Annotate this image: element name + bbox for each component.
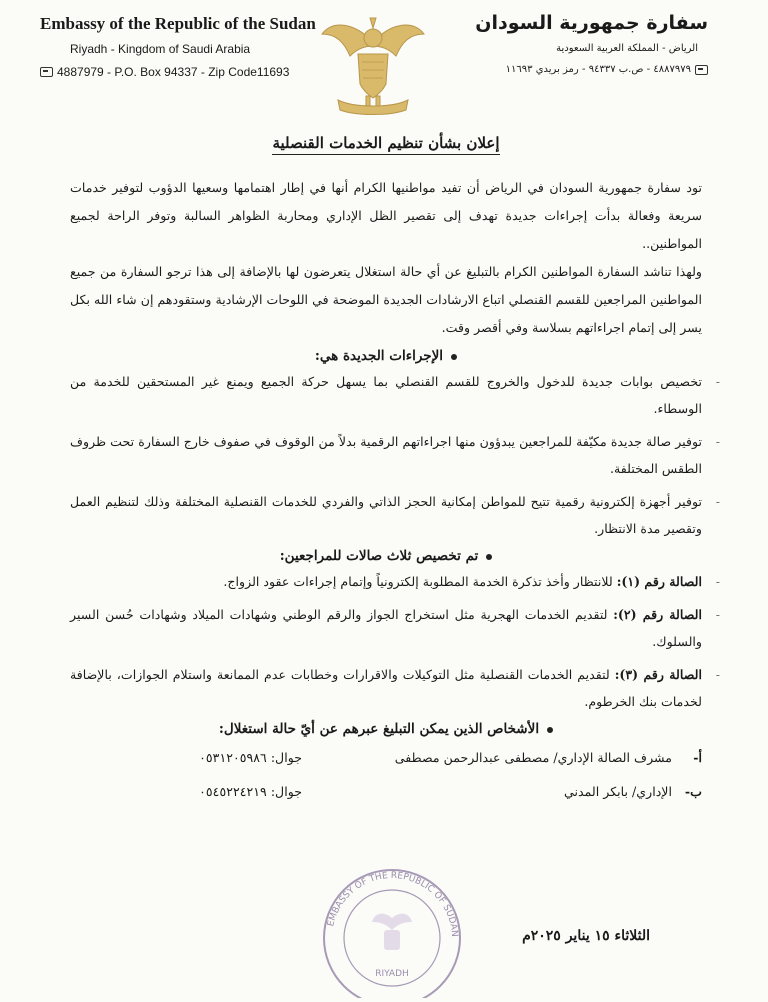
dash-icon: - — [715, 434, 720, 449]
location-en: Riyadh - Kingdom of Saudi Arabia — [70, 42, 251, 56]
phone-number: جوال: ٠٥٤٥٢٢٤٢١٩ — [199, 784, 302, 799]
bullet-icon — [451, 354, 457, 360]
bullet-icon — [486, 554, 492, 560]
procedure-item: - تخصيص بوابات جديدة للدخول والخروج للقسم القنصلي بما يسهل حركة الجميع ويمنع غير المستحقين للخدمة من الوسطاء. — [70, 368, 702, 422]
telephone-icon — [695, 65, 708, 75]
sudan-emblem-icon — [314, 12, 432, 122]
phone-number: جوال: ٠٥٣١٢٠٥٩٨٦ — [199, 750, 302, 765]
contact-en: 4887979 - P.O. Box 94337 - Zip Code11693 — [40, 65, 300, 79]
letter-date: الثلاثاء ١٥ يناير ٢٠٢٥م — [522, 928, 650, 944]
contact-person: أ- مشرف الصالة الإداري/ مصطفى عبدالرحمن مصطفى جوال: ٠٥٣١٢٠٥٩٨٦ — [70, 741, 702, 775]
intro-paragraph: تود سفارة جمهورية السودان في الرياض أن تفيد مواطنيها الكرام أنها في إطار اهتمامها وسعيها الدؤوب لتوفير خدمات سريعة وفعالة بدأت إجراءات جديدة تهدف إلى تقصير الظل الإداري ومحاربة الظواهر السالبة وتوفر الراحة لجميع المواطنين.. — [70, 180, 702, 251]
contact-ar: ٤٨٨٧٩٧٩ - ص.ب ٩٤٣٣٧ - رمز بريدي ١١٦٩٣ — [448, 64, 708, 75]
contact-person: ب- الإداري/ بابكر المدني جوال: ٠٥٤٥٢٢٤٢١٩ — [70, 775, 702, 809]
embassy-seal-stamp-icon — [312, 858, 472, 998]
hall-item: - الصالة رقم (٢): لتقديم الخدمات الهجرية مثل استخراج الجواز والرقم الوطني وشهادات الميلاد وشهادات حُسن السير والسلوك. — [70, 601, 702, 655]
hall-item: - الصالة رقم (١): للانتظار وأخذ تذكرة الخدمة المطلوبة إلكترونياً وإتمام إجراءات عقود الزواج. — [70, 568, 702, 595]
appeal-paragraph: ولهذا تناشد السفارة المواطنين الكرام بالتبليغ عن أي حالة استغلال يتعرضون لها بالإضافة إلى هذا ترجو السفارة من جميع المواطنين المراجعين للقسم القنصلي اتباع الارشادات الجديدة الموضحة في اللوحات الإرشادية وستقودهم إن شاء الله بكل يسر إلى إتمام اجراءاتهم بسلاسة وفي أقصر وقت. — [70, 264, 702, 335]
contacts-heading: الأشخاص الذين يمكن التبليغ عبرهم عن أيّ حالة استغلال: — [70, 721, 702, 737]
telephone-icon — [40, 67, 53, 77]
dash-icon: - — [715, 574, 720, 589]
dash-icon: - — [715, 374, 720, 389]
header-english — [40, 14, 316, 79]
halls-heading: تم تخصيص ثلاث صالات للمراجعين: — [70, 548, 702, 564]
header-arabic — [448, 12, 708, 75]
embassy-name-ar: سفارة جمهورية السودان — [475, 12, 708, 34]
letter-body — [70, 126, 720, 809]
procedures-heading: الإجراءات الجديدة هي: — [70, 348, 702, 364]
procedure-item: - توفير أجهزة إلكترونية رقمية تتيح للمواطن إمكانية الحجز الذاتي والفردي للخدمات القنصلية المختلفة وذلك لتنظيم العمل وتقصير مدة الانتظار. — [70, 488, 702, 542]
dash-icon: - — [715, 607, 720, 622]
procedure-item: - توفير صالة جديدة مكيّفة للمراجعين يبدؤون منها اجراءاتهم الرقمية بدلاً من الوقوف في صفوف خارج السفارة تحت ظروف الطقس المختلفة. — [70, 428, 702, 482]
announcement-title: إعلان بشأن تنظيم الخدمات القنصلية — [70, 134, 702, 152]
dash-icon: - — [715, 667, 720, 682]
seal-text: EMBASSY OF THE REPUBLIC OF SUDAN — [326, 870, 460, 938]
svg-text:RIYADH: RIYADH — [375, 969, 409, 979]
embassy-name-en: Embassy of the Republic of the Sudan — [40, 14, 316, 33]
location-ar: الرياض - المملكة العربية السعودية — [556, 43, 698, 54]
dash-icon: - — [715, 494, 720, 509]
bullet-icon — [547, 727, 553, 733]
hall-item: - الصالة رقم (٣): لتقديم الخدمات القنصلية مثل التوكيلات والاقرارات وخطابات عدم الممانعة واستلام الجوازات، بالإضافة لخدمات بنك الخرطوم. — [70, 661, 702, 715]
